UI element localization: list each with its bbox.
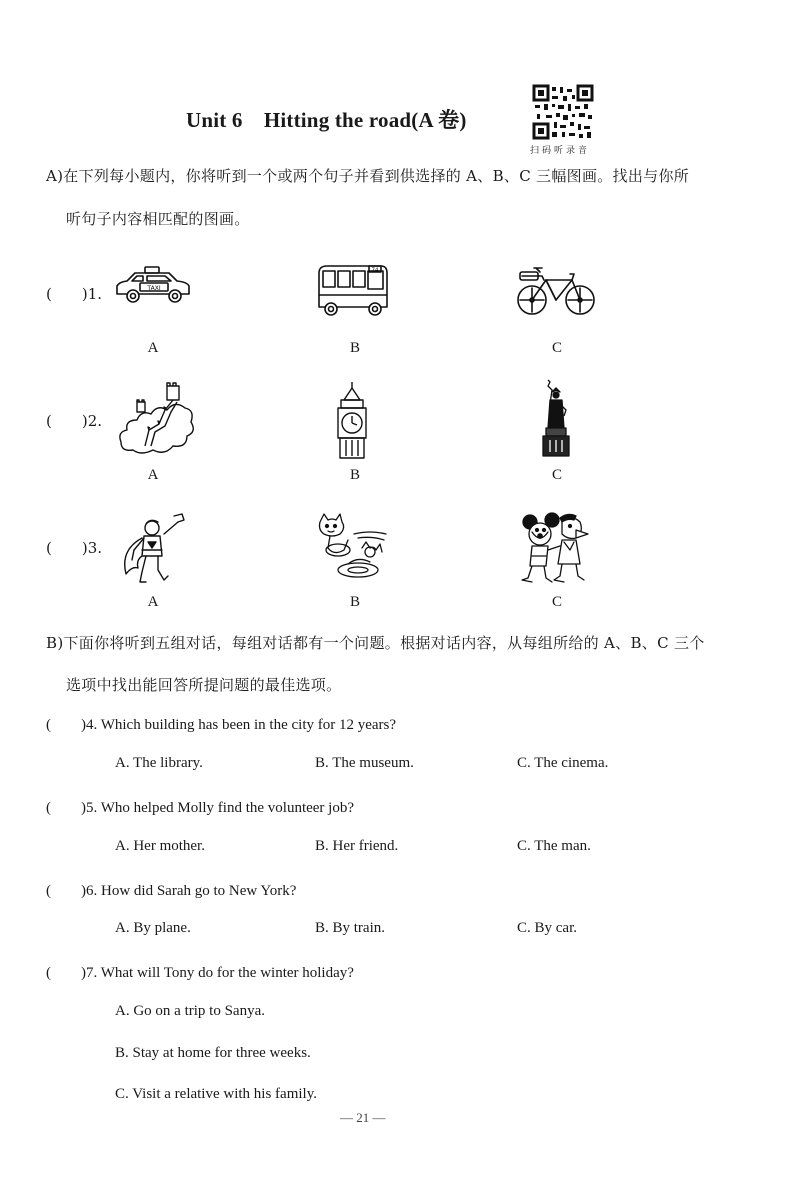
- q6-option-a[interactable]: A. By plane.: [115, 920, 191, 936]
- q5-option-a[interactable]: A. Her mother.: [115, 838, 205, 854]
- q3-option-a-label: A: [147, 594, 159, 610]
- section-a-instruction-cont: 听句子内容相匹配的图画。: [66, 210, 250, 228]
- mickey-and-donald-icon[interactable]: [518, 512, 592, 586]
- superman-icon[interactable]: [112, 510, 192, 586]
- q5-option-b[interactable]: B. Her friend.: [315, 838, 399, 854]
- q1-option-b-label: B: [349, 340, 360, 356]
- q1-option-a-label: A: [147, 340, 159, 356]
- qr-code-icon[interactable]: [532, 84, 594, 140]
- qr-label: 扫码听录音: [530, 146, 591, 156]
- q3-option-c-label: C: [551, 594, 562, 610]
- page-title: Unit 6 Hitting the road(A 卷): [186, 108, 467, 132]
- bus-icon[interactable]: [313, 263, 391, 317]
- great-wall-icon[interactable]: [115, 380, 197, 458]
- q4-option-a[interactable]: A. The library.: [115, 755, 203, 771]
- tom-and-jerry-icon[interactable]: [314, 512, 396, 582]
- q7-option-c[interactable]: C. Visit a relative with his family.: [115, 1086, 317, 1102]
- bus-number: 74: [371, 267, 379, 274]
- bicycle-icon[interactable]: [516, 264, 596, 318]
- taxi-sign: TAXI: [147, 285, 161, 292]
- q2-option-c-label: C: [551, 467, 562, 483]
- statue-of-liberty-icon[interactable]: [536, 378, 576, 460]
- q6-option-b[interactable]: B. By train.: [315, 920, 385, 936]
- question-2-number[interactable]: ( )2.: [46, 412, 103, 430]
- q3-option-b-label: B: [349, 594, 360, 610]
- question-5-stem: ( )5. Who helped Molly find the volunteer job?: [46, 800, 354, 816]
- q6-option-c[interactable]: C. By car.: [517, 920, 577, 936]
- q7-option-a[interactable]: A. Go on a trip to Sanya.: [115, 1003, 265, 1019]
- q2-option-b-label: B: [349, 467, 360, 483]
- q4-option-c[interactable]: C. The cinema.: [517, 755, 609, 771]
- section-b-instruction: B)下面你将听到五组对话，每组对话都有一个问题。根据对话内容，从每组所给的 A、B、C 三个: [46, 634, 705, 652]
- question-3-number[interactable]: ( )3.: [46, 539, 103, 557]
- q5-option-c[interactable]: C. The man.: [517, 838, 591, 854]
- question-4-stem: ( )4. Which building has been in the city for 12 years?: [46, 717, 397, 733]
- question-7-stem: ( )7. What will Tony do for the winter holiday?: [46, 965, 354, 981]
- taxi-icon[interactable]: [113, 266, 193, 308]
- big-ben-icon[interactable]: [330, 380, 374, 460]
- q1-option-c-label: C: [551, 340, 562, 356]
- q7-option-b[interactable]: B. Stay at home for three weeks.: [115, 1045, 311, 1061]
- section-a-instruction: A)在下列每小题内，你将听到一个或两个句子并看到供选择的 A、B、C 三幅图画。找出与你所: [46, 167, 690, 185]
- question-6-stem: ( )6. How did Sarah go to New York?: [46, 883, 297, 899]
- question-1-number[interactable]: ( )1.: [46, 285, 103, 303]
- q2-option-a-label: A: [147, 467, 159, 483]
- page-number: — 21 —: [340, 1110, 386, 1125]
- section-b-instruction-cont: 选项中找出能回答所提问题的最佳选项。: [66, 676, 342, 694]
- q4-option-b[interactable]: B. The museum.: [315, 755, 414, 771]
